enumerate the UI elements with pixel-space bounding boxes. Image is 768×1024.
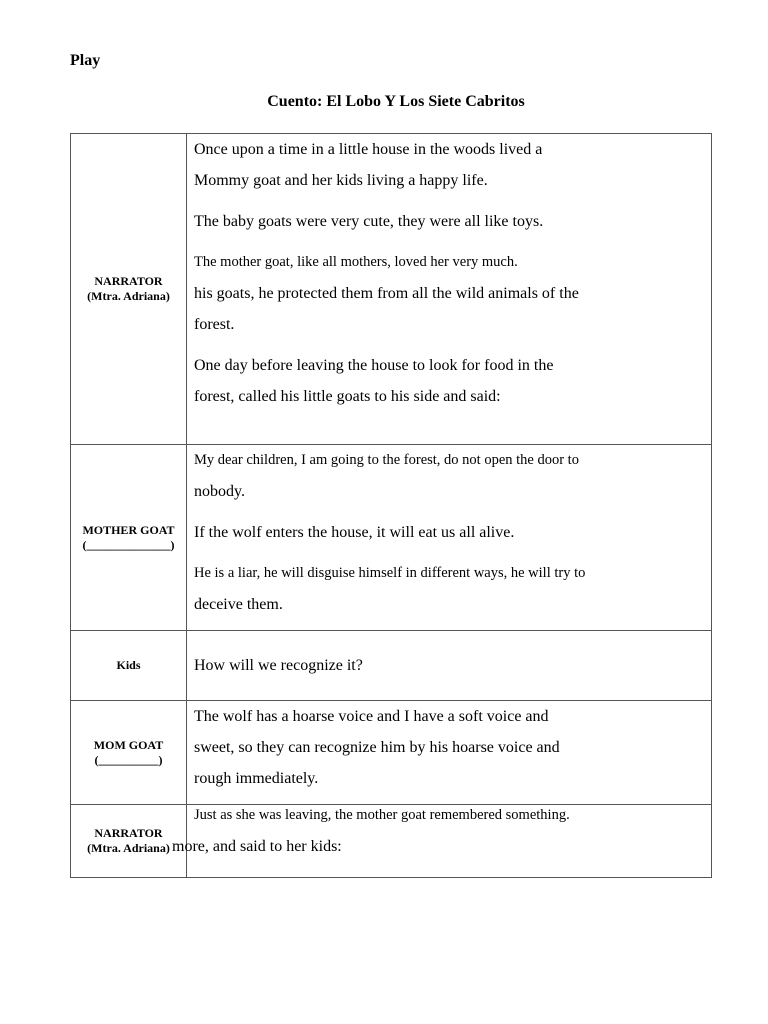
table-row [71, 631, 712, 701]
table-row [71, 445, 712, 631]
table-row [71, 805, 712, 878]
dialogue-cell [187, 701, 712, 805]
dialogue-line: How will we recognize it? [194, 657, 363, 674]
script-table [70, 133, 712, 878]
dialogue-line: deceive them. [194, 596, 283, 613]
dialogue-line: rough immediately. [194, 770, 319, 787]
role-cell [71, 805, 187, 878]
role-cell [71, 445, 187, 631]
dialogue-line: forest. [194, 316, 235, 333]
dialogue-cell [187, 631, 712, 701]
dialogue-line: Mommy goat and her kids living a happy life. [194, 172, 488, 189]
role-performer: (______________) [82, 537, 175, 552]
role-name: MOM GOAT [93, 737, 164, 752]
table-row [71, 701, 712, 805]
role-cell [71, 631, 187, 701]
dialogue-cell [172, 805, 712, 878]
role-name: NARRATOR [94, 826, 163, 840]
dialogue-line: more, and said to her kids: [172, 838, 342, 855]
dialogue-line: Once upon a time in a little house in the woods lived a [194, 141, 543, 158]
document-label: Play [70, 52, 101, 69]
dialogue-line: Just as she was leaving, the mother goat remembered something. [194, 807, 570, 823]
dialogue-line: He is a liar, he will disguise himself in different ways, he will try to [194, 565, 586, 581]
dialogue-line: My dear children, I am going to the forest, do not open the door to [194, 452, 579, 468]
dialogue-line: forest, called his little goats to his side and said: [194, 388, 501, 405]
role-performer: (Mtra. Adriana) [87, 289, 170, 303]
dialogue-cell [187, 445, 712, 631]
dialogue-line: The mother goat, like all mothers, loved her very much. [194, 254, 518, 270]
role-name: NARRATOR [94, 274, 163, 288]
dialogue-line: nobody. [194, 483, 245, 500]
role-cell [71, 701, 187, 805]
dialogue-line: The wolf has a hoarse voice and I have a soft voice and [194, 708, 549, 725]
dialogue-cell [187, 134, 712, 445]
dialogue-line: The baby goats were very cute, they were all like toys. [194, 213, 544, 230]
role-performer: (__________) [94, 752, 163, 767]
dialogue-line: sweet, so they can recognize him by his hoarse voice and [194, 739, 560, 756]
role-name: Kids [116, 658, 141, 672]
document-title: Cuento: El Lobo Y Los Siete Cabritos [267, 93, 525, 110]
role-performer: (Mtra. Adriana) [87, 841, 170, 855]
role-name: MOTHER GOAT [82, 522, 175, 537]
role-cell [71, 134, 187, 445]
dialogue-line: If the wolf enters the house, it will eat us all alive. [194, 524, 515, 541]
dialogue-line: One day before leaving the house to look for food in the [194, 357, 554, 374]
dialogue-line: his goats, he protected them from all the wild animals of the [194, 285, 579, 302]
table-row [71, 134, 712, 445]
